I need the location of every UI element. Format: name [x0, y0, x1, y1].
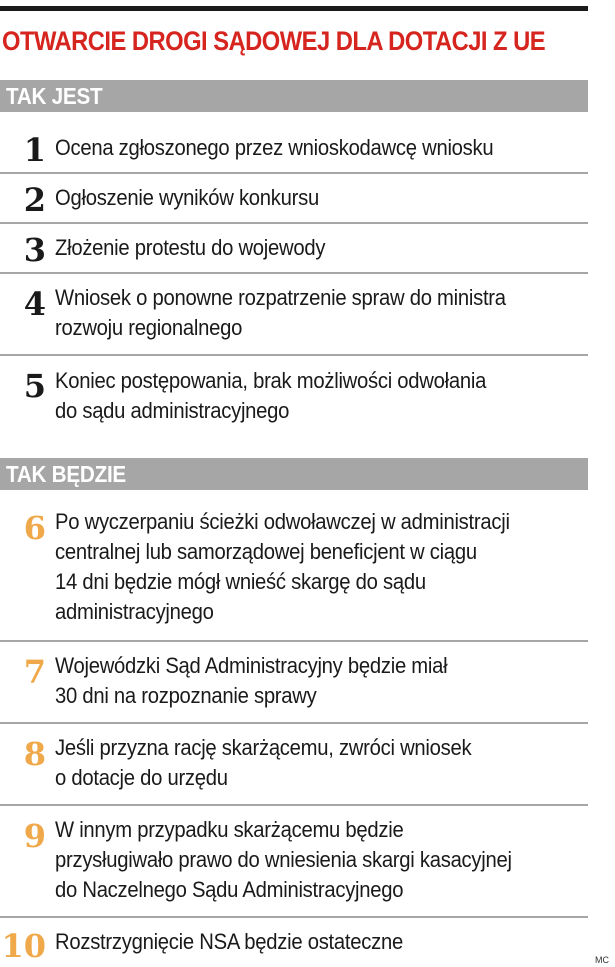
- item-text-line: rozwoju regionalnego: [55, 315, 243, 340]
- divider: [0, 916, 588, 918]
- item-text-line: o dotacje do urzędu: [55, 765, 228, 790]
- item-text-line: Jeśli przyzna rację skarżącemu, zwróci wniosek: [55, 735, 472, 760]
- item-number: 4: [23, 285, 46, 323]
- divider: [0, 222, 588, 224]
- section-heading: TAK BĘDZIE: [6, 461, 126, 487]
- section-header-current: [0, 80, 588, 112]
- item-text-line: Rozstrzygnięcie NSA będzie ostateczne: [55, 929, 403, 954]
- item-number: 9: [23, 817, 46, 855]
- author-credit: MC: [595, 955, 609, 965]
- item-text-line: do Naczelnego Sądu Administracyjnego: [55, 877, 404, 902]
- section-header-future: [0, 458, 588, 490]
- item-number: 7: [23, 653, 46, 691]
- item-text-line: Wojewódzki Sąd Administracyjny będzie miał: [55, 653, 448, 678]
- item-number: 3: [23, 231, 46, 269]
- infographic-title: OTWARCIE DROGI SĄDOWEJ DLA DOTACJI Z UE: [2, 26, 546, 56]
- item-number: 1: [23, 131, 46, 169]
- item-text-line: administracyjnego: [55, 599, 214, 624]
- divider: [0, 272, 588, 274]
- item-text-line: Koniec postępowania, brak możliwości odwołania: [55, 368, 487, 393]
- item-number: 2: [23, 181, 46, 219]
- item-number: 10: [1, 927, 46, 965]
- item-number: 8: [23, 735, 46, 773]
- divider: [0, 354, 588, 356]
- item-text-line: Wniosek o ponowne rozpatrzenie spraw do ministra: [55, 285, 506, 310]
- item-text-line: W innym przypadku skarżącemu będzie: [55, 817, 404, 842]
- item-text-line: Ocena zgłoszonego przez wnioskodawcę wniosku: [55, 135, 494, 160]
- divider: [0, 640, 588, 642]
- divider: [0, 172, 588, 174]
- divider: [0, 804, 588, 806]
- section-heading: TAK JEST: [6, 83, 103, 109]
- top-rule: [0, 6, 588, 11]
- item-text-line: 30 dni na rozpoznanie sprawy: [55, 683, 317, 708]
- item-text-line: 14 dni będzie mógł wnieść skargę do sądu: [55, 569, 426, 594]
- item-text-line: centralnej lub samorządowej beneficjent w ciągu: [55, 539, 477, 564]
- divider: [0, 722, 588, 724]
- item-number: 6: [23, 509, 46, 547]
- item-text-line: przysługiwało prawo do wniesienia skargi kasacyjnej: [55, 847, 512, 872]
- item-number: 5: [23, 367, 46, 405]
- item-text-line: Złożenie protestu do wojewody: [55, 235, 326, 260]
- item-text-line: do sądu administracyjnego: [55, 398, 290, 423]
- item-text-line: Ogłoszenie wyników konkursu: [55, 185, 319, 210]
- item-text-line: Po wyczerpaniu ścieżki odwoławczej w administracji: [55, 509, 510, 534]
